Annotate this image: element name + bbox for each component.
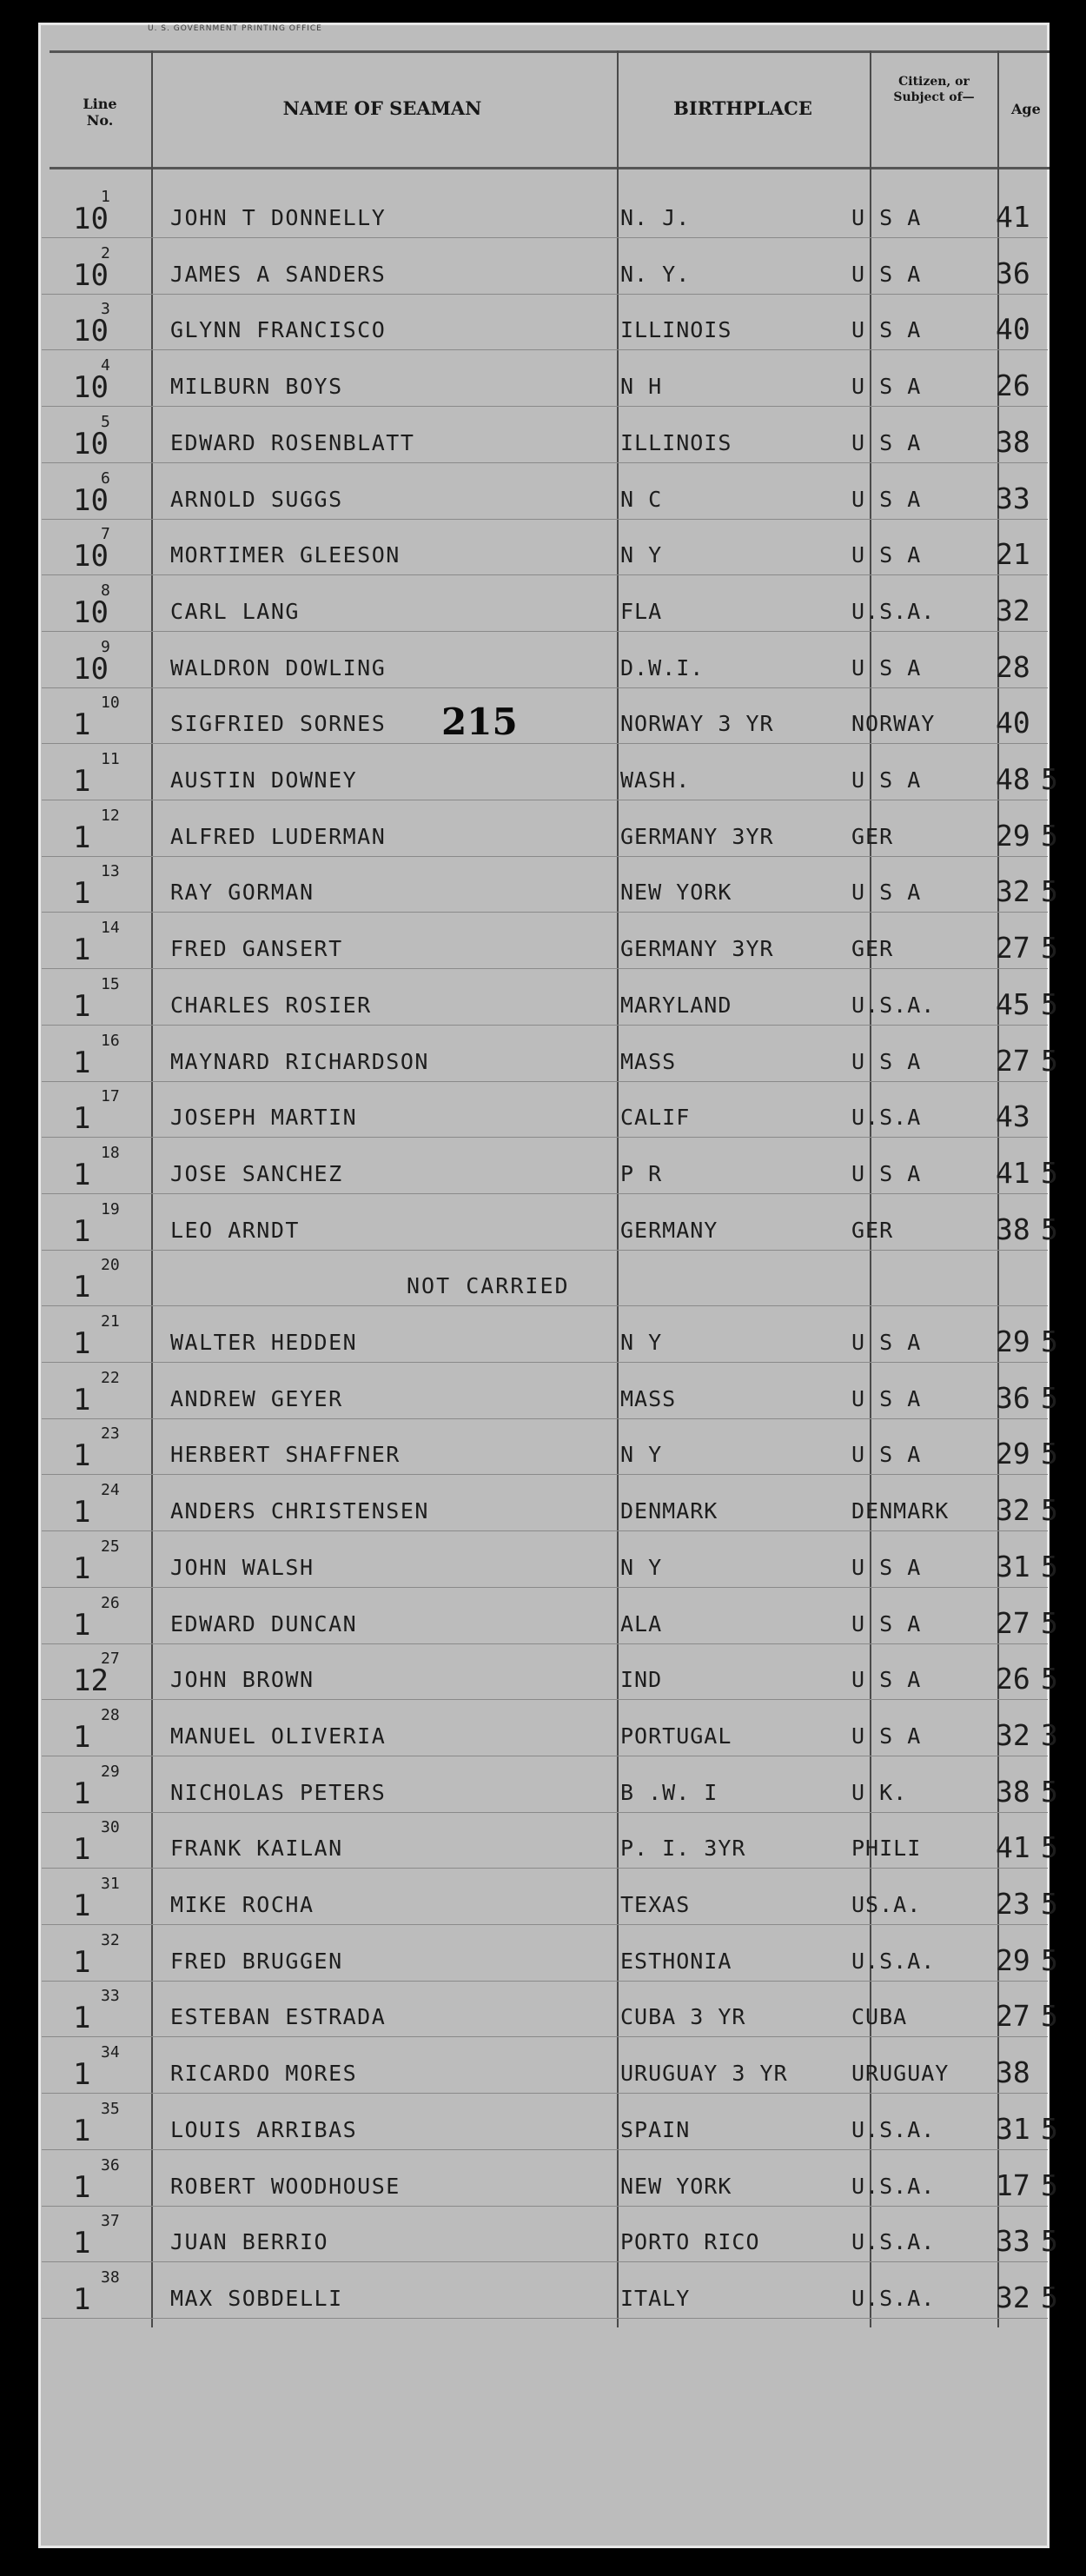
table-row [42,1871,1058,1925]
next-column-digit: 5 [1041,2224,1058,2259]
seaman-citizenship: U K. [851,1779,908,1805]
seaman-age: 38 [996,1212,1030,1246]
seaman-name: SIGFRIED SORNES [170,711,387,737]
seaman-citizenship: GER [851,936,894,962]
seaman-birthplace: NEW YORK [620,880,732,906]
table-row [42,466,1048,520]
seaman-citizenship: PHILI [851,1836,922,1862]
seaman-age: 31 [996,2111,1030,2146]
table-row [42,1815,1058,1869]
next-column-digit: 5 [1041,2280,1058,2314]
table-row [42,747,1058,800]
seaman-age: 32 [996,1717,1030,1752]
seaman-birthplace: N Y [620,542,663,568]
next-column-digit: 5 [1041,818,1058,853]
seaman-citizenship: U S A [851,1667,922,1693]
seaman-birthplace: MASS [620,1048,677,1074]
line-number: 1 [73,1382,91,1417]
seaman-name: JOSEPH MARTIN [170,1105,358,1131]
next-column-digit: 5 [1041,874,1058,909]
seaman-citizenship: GER [851,1217,894,1243]
seaman-citizenship: U S A [851,880,922,906]
seaman-citizenship: U S A [851,486,922,512]
seaman-birthplace: MASS [620,1385,677,1411]
table-row [42,1140,1058,1194]
line-superscript: 18 [101,1143,120,1162]
seaman-name: MANUEL OLIVERIA [170,1723,387,1749]
header-name-of-seaman: NAME OF SEAMAN [282,97,482,119]
line-superscript: 11 [101,750,120,768]
seaman-name: MORTIMER GLEESON [170,542,401,568]
line-superscript: 15 [101,974,120,993]
next-column-digit: 5 [1041,931,1058,966]
seaman-citizenship: U S A [851,1385,922,1411]
seaman-age: 17 [996,2168,1030,2202]
line-superscript: 23 [101,1424,120,1444]
table-row [42,1590,1058,1644]
seaman-citizenship: U S A [851,1048,922,1074]
seaman-name: MILBURN BOYS [170,374,343,400]
line-superscript: 26 [101,1593,120,1612]
seaman-birthplace: D.W.I. [620,654,705,681]
seaman-citizenship: CUBA [851,2004,908,2030]
seaman-age: 48 [996,762,1030,796]
line-superscript: 38 [101,2267,120,2287]
seaman-citizenship: U.S.A. [851,1948,936,1974]
seaman-birthplace: WASH. [620,767,691,793]
next-column-digit: 5 [1041,986,1058,1021]
next-column-digit: 5 [1041,762,1058,796]
header-line-no: Line No. [83,96,117,129]
seaman-citizenship: U S A [851,1723,922,1749]
seaman-citizenship: URUGUAY [851,2061,950,2087]
seaman-birthplace: P R [620,1160,663,1186]
seaman-age: 29 [996,1437,1030,1471]
seaman-birthplace: N Y [620,1554,663,1580]
line-number: 1 [73,2281,91,2317]
line-superscript: 27 [101,1650,120,1669]
table-row [42,915,1058,969]
line-superscript: 4 [101,356,110,375]
seaman-citizenship: U S A [851,374,922,400]
printer-imprint: U. S. GOVERNMENT PRINTING OFFICE [148,24,322,33]
line-superscript: 2 [101,243,110,262]
seaman-citizenship: U S A [851,767,922,793]
seaman-birthplace: GERMANY 3YR [620,823,774,849]
table-row [42,2153,1058,2207]
line-superscript: 8 [101,581,110,600]
seaman-birthplace: N. J. [620,205,691,230]
line-superscript: 37 [101,2212,120,2231]
seaman-age: 26 [996,1662,1030,1696]
seaman-age: 33 [996,481,1030,515]
seaman-name: RICARDO MORES [170,2061,358,2087]
seaman-name: ARNOLD SUGGS [170,486,343,512]
seaman-name: ANDERS CHRISTENSEN [170,1498,429,1524]
seaman-name: JOHN WALSH [170,1554,315,1580]
seaman-name: MAYNARD RICHARDSON [170,1048,429,1074]
seaman-birthplace: N. Y. [620,261,691,287]
seaman-age: 40 [996,706,1030,740]
seaman-citizenship: U.S.A. [851,2116,936,2142]
table-row [42,353,1048,407]
table-row [42,296,1048,350]
seaman-birthplace: TEXAS [620,1892,691,1917]
next-column-digit: 5 [1041,1043,1058,1078]
header-citizen: Citizen, or Subject of— [893,75,975,104]
line-number: 10 [73,482,109,518]
table-row [42,1309,1058,1363]
line-superscript: 31 [101,1875,120,1893]
seaman-name: WALTER HEDDEN [170,1330,358,1355]
seaman-age: 32 [996,874,1030,909]
seaman-citizenship: U S A [851,261,922,287]
seaman-name: ALFRED LUDERMAN [170,823,387,849]
seaman-age: 28 [996,649,1030,684]
seaman-citizenship: U S A [851,1554,922,1580]
seaman-name: MAX SOBDELLI [170,2285,343,2311]
line-number: 1 [73,2113,91,2148]
line-number: 10 [73,539,109,574]
seaman-name: FRED BRUGGEN [170,1948,343,1974]
seaman-age: 38 [996,1774,1030,1809]
seaman-birthplace: NEW YORK [620,2173,732,2199]
table-row [42,521,1048,575]
seaman-birthplace: FLA [620,598,663,624]
line-superscript: 30 [101,1818,120,1837]
header-bottom-rule [50,167,1050,169]
seaman-age: 29 [996,818,1030,853]
line-superscript: 17 [101,1087,120,1106]
seaman-age: 27 [996,1605,1030,1640]
line-superscript: 14 [101,919,120,938]
seaman-name: AUSTIN DOWNEY [170,767,358,793]
table-row [42,1646,1058,1700]
seaman-age: 41 [996,200,1030,234]
table-row [42,1759,1058,1813]
seaman-age: 38 [996,2055,1030,2090]
line-number: 1 [73,933,91,968]
line-number: 1 [73,1495,91,1530]
line-number: 1 [73,1157,91,1192]
line-number: 1 [73,1944,91,1980]
seaman-name: JOHN BROWN [170,1667,315,1693]
table-row [42,2096,1058,2150]
seaman-age: 21 [996,537,1030,572]
line-superscript: 32 [101,1930,120,1949]
seaman-citizenship: US.A. [851,1892,922,1917]
seaman-age: 40 [996,312,1030,347]
next-column-digit: 5 [1041,1549,1058,1583]
seaman-birthplace: N C [620,486,663,512]
seaman-name: WALDRON DOWLING [170,654,387,681]
seaman-name: EDWARD DUNCAN [170,1610,358,1637]
next-column-digit: 5 [1041,1380,1058,1415]
seaman-age: 38 [996,424,1030,459]
line-superscript: 7 [101,525,110,544]
table-row [42,1928,1058,1982]
line-superscript: 16 [101,1031,120,1050]
seaman-name: GLYNN FRANCISCO [170,317,387,343]
line-number: 1 [73,820,91,855]
line-number: 10 [73,594,109,630]
seaman-citizenship: NORWAY [851,711,936,737]
line-number: 1 [73,1438,91,1474]
table-row [42,1084,1048,1138]
seaman-birthplace: N Y [620,1330,663,1355]
header-birthplace: BIRTHPLACE [673,97,812,119]
seaman-citizenship: U S A [851,317,922,343]
seaman-citizenship: U S A [851,205,922,230]
line-superscript: 35 [101,2099,120,2118]
next-column-digit: 5 [1041,1493,1058,1528]
line-number: 1 [73,707,91,743]
line-number: 1 [73,1326,91,1361]
table-row [42,634,1048,688]
next-column-digit: 5 [1041,1830,1058,1865]
seaman-age: 41 [996,1155,1030,1190]
line-superscript: 19 [101,1199,120,1218]
seaman-name: NICHOLAS PETERS [170,1779,387,1805]
seaman-citizenship: U S A [851,1160,922,1186]
seaman-birthplace: MARYLAND [620,992,732,1018]
line-number: 1 [73,1045,91,1080]
next-column-digit: 5 [1041,1605,1058,1640]
line-superscript: 22 [101,1368,120,1387]
line-superscript: 13 [101,862,120,881]
table-row [42,241,1048,295]
line-number: 1 [73,988,91,1024]
line-number: 1 [73,2169,91,2205]
table-row [42,409,1048,463]
seaman-age: 36 [996,256,1030,290]
next-column-digit: 5 [1041,1887,1058,1921]
seaman-age: 33 [996,2224,1030,2259]
seaman-birthplace: URUGUAY 3 YR [620,2061,788,2087]
seaman-citizenship: U.S.A [851,1105,922,1131]
seaman-name: JUAN BERRIO [170,2229,329,2255]
next-column-digit: 5 [1041,1437,1058,1471]
table-row [42,803,1058,857]
seaman-birthplace: DENMARK [620,1498,718,1524]
seaman-name: JOHN T DONNELLY [170,205,387,230]
line-number: 10 [73,314,109,349]
seaman-birthplace: SPAIN [620,2116,691,2142]
seaman-age: 27 [996,931,1030,966]
seaman-name: ANDREW GEYER [170,1385,343,1411]
line-superscript: 12 [101,806,120,825]
header-age: Age [1011,101,1041,117]
seaman-birthplace: ALA [620,1610,663,1637]
line-superscript: 36 [101,2155,120,2174]
line-number: 1 [73,1889,91,1923]
seaman-age: 27 [996,1999,1030,2034]
line-number: 1 [73,2226,91,2261]
seaman-name: LOUIS ARRIBAS [170,2116,358,2142]
table-row [42,690,1048,744]
seaman-citizenship: U.S.A. [851,2173,936,2199]
seaman-citizenship: GER [851,823,894,849]
seaman-birthplace: N Y [620,1442,663,1468]
seaman-age: 32 [996,2280,1030,2314]
seaman-name: ESTEBAN ESTRADA [170,2004,387,2030]
line-number: 10 [73,370,109,406]
line-superscript: 1 [101,188,110,206]
seaman-birthplace: ITALY [620,2285,691,2311]
seaman-age: 31 [996,1549,1030,1583]
line-number: 10 [73,651,109,687]
seaman-birthplace: CUBA 3 YR [620,2004,746,2030]
seaman-birthplace: ESTHONIA [620,1948,732,1974]
line-superscript: 24 [101,1481,120,1500]
table-row [42,578,1048,632]
seaman-citizenship: U.S.A. [851,598,936,624]
seaman-age: 23 [996,1887,1030,1921]
seaman-age: 26 [996,368,1030,403]
seaman-name: JAMES A SANDERS [170,261,387,287]
seaman-name: HERBERT SHAFFNER [170,1442,401,1468]
seaman-birthplace: PORTUGAL [620,1723,732,1749]
next-column-digit: 5 [1041,2168,1058,2202]
table-row [42,2208,1058,2262]
line-superscript: 6 [101,468,110,488]
line-number: 1 [73,1776,91,1811]
next-column-digit: 5 [1041,1942,1058,1977]
line-number: 10 [73,426,109,461]
next-column-digit: 5 [1041,1155,1058,1190]
seaman-name: EDWARD ROSENBLATT [170,429,415,455]
next-column-digit: 5 [1041,1774,1058,1809]
line-number: 1 [73,1607,91,1643]
seaman-birthplace: P. I. 3YR [620,1836,746,1862]
line-number: 1 [73,1550,91,1586]
seaman-citizenship: U.S.A. [851,992,936,1018]
header-top-rule [50,50,1050,53]
seaman-birthplace: ILLINOIS [620,429,732,455]
line-number: 1 [73,2001,91,2036]
seaman-birthplace: GERMANY [620,1217,718,1243]
seaman-birthplace: B .W. I [620,1779,718,1805]
seaman-birthplace: NORWAY 3 YR [620,711,774,737]
seaman-birthplace: IND [620,1667,663,1693]
line-number: 1 [73,1270,91,1305]
stamped-number: 215 [441,700,518,744]
line-number: 1 [73,1832,91,1868]
line-number: 10 [73,202,109,236]
line-number: 1 [73,1101,91,1137]
line-superscript: 20 [101,1256,120,1275]
table-row [42,1365,1058,1419]
seaman-citizenship: U S A [851,542,922,568]
seaman-name: JOSE SANCHEZ [170,1160,343,1186]
next-column-digit: 5 [1041,2111,1058,2146]
line-superscript: 10 [101,694,120,713]
seaman-name: CARL LANG [170,598,300,624]
line-number: 1 [73,1213,91,1249]
table-row [42,1028,1058,1082]
seaman-birthplace: GERMANY 3YR [620,936,774,962]
seaman-citizenship: U.S.A. [851,2229,936,2255]
seaman-birthplace: N H [620,374,663,400]
seaman-age: 27 [996,1043,1030,1078]
line-number: 1 [73,876,91,912]
line-superscript: 3 [101,300,110,319]
next-column-digit: 5 [1041,1662,1058,1696]
next-column-digit: 5 [1041,1999,1058,2034]
table-row [42,1477,1058,1531]
table-row [42,1983,1058,2037]
line-superscript: 34 [101,2043,120,2062]
seaman-age: 36 [996,1380,1030,1415]
seaman-name: CHARLES ROSIER [170,992,372,1018]
table-row [42,972,1058,1026]
seaman-name: MIKE ROCHA [170,1892,315,1917]
next-column-digit: 3 [1041,1717,1058,1752]
table-row [42,184,1048,238]
seaman-name: ROBERT WOODHOUSE [170,2173,401,2199]
seaman-birthplace: CALIF [620,1105,691,1131]
line-number: 1 [73,1719,91,1755]
next-column-digit: 5 [1041,1212,1058,1246]
seaman-citizenship: U.S.A. [851,2285,936,2311]
table-row [42,859,1058,913]
table-row [42,1197,1058,1251]
table-row [42,1252,1048,1306]
line-superscript: 21 [101,1312,120,1331]
seaman-name: RAY GORMAN [170,880,315,906]
next-column-digit: 5 [1041,1325,1058,1358]
seaman-citizenship: U S A [851,1330,922,1355]
seaman-age: 41 [996,1830,1030,1865]
line-superscript: 25 [101,1537,120,1556]
table-row [42,1534,1058,1588]
line-number: 12 [73,1663,109,1699]
line-superscript: 9 [101,637,110,656]
table-row [42,1703,1058,1756]
seaman-age: 29 [996,1325,1030,1358]
seaman-citizenship: U S A [851,1610,922,1637]
seaman-citizenship: U S A [851,429,922,455]
not-carried-note: NOT CARRIED [407,1273,570,1299]
seaman-birthplace: ILLINOIS [620,317,732,343]
seaman-age: 32 [996,593,1030,627]
seaman-citizenship: DENMARK [851,1498,950,1524]
line-number: 1 [73,2057,91,2093]
line-superscript: 29 [101,1762,120,1781]
line-number: 1 [73,764,91,799]
line-number: 10 [73,257,109,293]
seaman-citizenship: U S A [851,1442,922,1468]
seaman-citizenship: U S A [851,654,922,681]
seaman-name: FRED GANSERT [170,936,343,962]
seaman-age: 45 [996,986,1030,1021]
seaman-age: 32 [996,1493,1030,1528]
seaman-name: FRANK KAILAN [170,1836,343,1862]
table-row [42,2040,1048,2094]
seaman-age: 43 [996,1099,1030,1134]
table-row [42,1421,1058,1475]
line-superscript: 5 [101,412,110,431]
line-superscript: 33 [101,1987,120,2006]
seaman-name: LEO ARNDT [170,1217,300,1243]
seaman-birthplace: PORTO RICO [620,2229,760,2255]
seaman-age: 29 [996,1942,1030,1977]
table-row [42,2265,1058,2319]
line-superscript: 28 [101,1705,120,1724]
